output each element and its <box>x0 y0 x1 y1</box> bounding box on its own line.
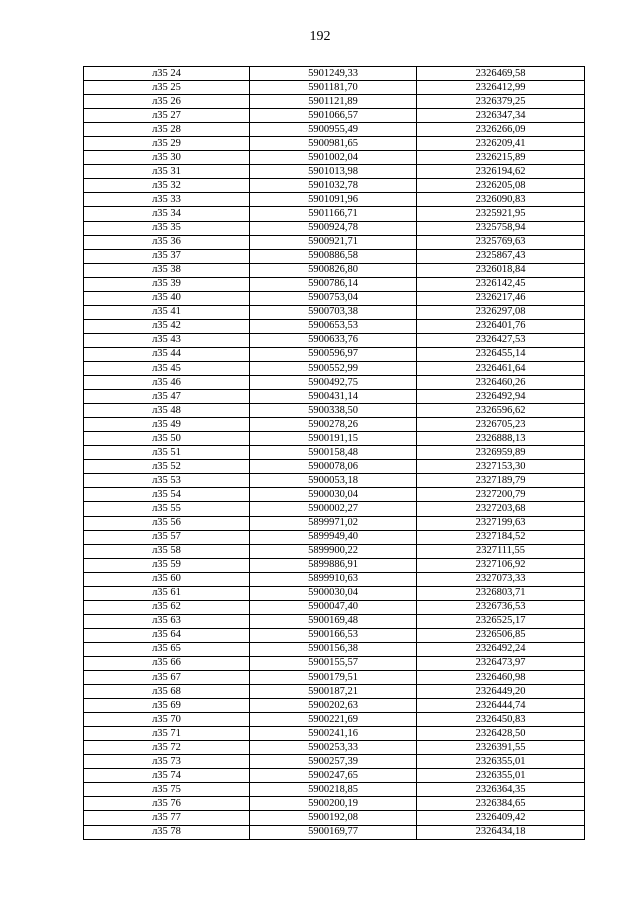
table-row <box>84 783 585 797</box>
x-coordinate-cell: 5900753,04 <box>250 291 417 305</box>
x-coordinate-cell: 5901091,96 <box>250 193 417 207</box>
x-coordinate-cell: 5900166,53 <box>250 628 417 642</box>
point-label-cell: л35 56 <box>84 516 250 530</box>
table-row <box>84 586 585 600</box>
point-label-cell: л35 48 <box>84 404 250 418</box>
y-coordinate-cell: 2327106,92 <box>417 558 585 572</box>
x-coordinate-cell: 5900253,33 <box>250 741 417 755</box>
table-row <box>84 432 585 446</box>
x-coordinate-cell: 5900221,69 <box>250 713 417 727</box>
y-coordinate-cell: 2326217,46 <box>417 291 585 305</box>
point-label-cell: л35 44 <box>84 347 250 361</box>
x-coordinate-cell: 5900156,38 <box>250 642 417 656</box>
point-label-cell: л35 35 <box>84 221 250 235</box>
point-label-cell: л35 69 <box>84 699 250 713</box>
x-coordinate-cell: 5900955,49 <box>250 123 417 137</box>
x-coordinate-cell: 5900218,85 <box>250 783 417 797</box>
x-coordinate-cell: 5901002,04 <box>250 151 417 165</box>
y-coordinate-cell: 2327184,52 <box>417 530 585 544</box>
y-coordinate-cell: 2326142,45 <box>417 277 585 291</box>
point-label-cell: л35 33 <box>84 193 250 207</box>
y-coordinate-cell: 2326090,83 <box>417 193 585 207</box>
table-row <box>84 530 585 544</box>
y-coordinate-cell: 2326428,50 <box>417 727 585 741</box>
y-coordinate-cell: 2327203,68 <box>417 502 585 516</box>
point-label-cell: л35 32 <box>84 179 250 193</box>
y-coordinate-cell: 2326455,14 <box>417 347 585 361</box>
table-row <box>84 277 585 291</box>
x-coordinate-cell: 5900257,39 <box>250 755 417 769</box>
point-label-cell: л35 76 <box>84 797 250 811</box>
point-label-cell: л35 74 <box>84 769 250 783</box>
point-label-cell: л35 58 <box>84 544 250 558</box>
point-label-cell: л35 70 <box>84 713 250 727</box>
x-coordinate-cell: 5900492,75 <box>250 376 417 390</box>
point-label-cell: л35 78 <box>84 825 250 839</box>
y-coordinate-cell: 2326412,99 <box>417 81 585 95</box>
table-row <box>84 319 585 333</box>
y-coordinate-cell: 2327111,55 <box>417 544 585 558</box>
y-coordinate-cell: 2326391,55 <box>417 741 585 755</box>
table-row <box>84 81 585 95</box>
table-row <box>84 488 585 502</box>
table-row <box>84 544 585 558</box>
table-row <box>84 572 585 586</box>
point-label-cell: л35 30 <box>84 151 250 165</box>
y-coordinate-cell: 2325758,94 <box>417 221 585 235</box>
table-row <box>84 165 585 179</box>
x-coordinate-cell: 5900653,53 <box>250 319 417 333</box>
point-label-cell: л35 66 <box>84 656 250 670</box>
table-row <box>84 614 585 628</box>
point-label-cell: л35 25 <box>84 81 250 95</box>
point-label-cell: л35 26 <box>84 95 250 109</box>
table-row <box>84 811 585 825</box>
point-label-cell: л35 36 <box>84 235 250 249</box>
point-label-cell: л35 47 <box>84 390 250 404</box>
x-coordinate-cell: 5900200,19 <box>250 797 417 811</box>
point-label-cell: л35 59 <box>84 558 250 572</box>
x-coordinate-cell: 5900921,71 <box>250 235 417 249</box>
table-row <box>84 418 585 432</box>
x-coordinate-cell: 5900241,16 <box>250 727 417 741</box>
x-coordinate-cell: 5901032,78 <box>250 179 417 193</box>
point-label-cell: л35 45 <box>84 361 250 375</box>
point-label-cell: л35 40 <box>84 291 250 305</box>
table-row <box>84 347 585 361</box>
y-coordinate-cell: 2326705,23 <box>417 418 585 432</box>
table-row <box>84 671 585 685</box>
x-coordinate-cell: 5900192,08 <box>250 811 417 825</box>
point-label-cell: л35 41 <box>84 305 250 319</box>
table-row <box>84 797 585 811</box>
table-row <box>84 207 585 221</box>
y-coordinate-cell: 2327199,63 <box>417 516 585 530</box>
table-row <box>84 137 585 151</box>
x-coordinate-cell: 5900202,63 <box>250 699 417 713</box>
y-coordinate-cell: 2326596,62 <box>417 404 585 418</box>
x-coordinate-cell: 5900247,65 <box>250 769 417 783</box>
y-coordinate-cell: 2326460,26 <box>417 376 585 390</box>
point-label-cell: л35 52 <box>84 460 250 474</box>
table-row <box>84 656 585 670</box>
x-coordinate-cell: 5900338,50 <box>250 404 417 418</box>
point-label-cell: л35 62 <box>84 600 250 614</box>
y-coordinate-cell: 2326959,89 <box>417 446 585 460</box>
y-coordinate-cell: 2326449,20 <box>417 685 585 699</box>
y-coordinate-cell: 2326401,76 <box>417 319 585 333</box>
x-coordinate-cell: 5899900,22 <box>250 544 417 558</box>
y-coordinate-cell: 2326194,62 <box>417 165 585 179</box>
x-coordinate-cell: 5900078,06 <box>250 460 417 474</box>
table-row <box>84 446 585 460</box>
y-coordinate-cell: 2325867,43 <box>417 249 585 263</box>
y-coordinate-cell: 2326018,84 <box>417 263 585 277</box>
page-number: 192 <box>309 29 331 44</box>
point-label-cell: л35 73 <box>84 755 250 769</box>
x-coordinate-cell: 5901166,71 <box>250 207 417 221</box>
point-label-cell: л35 51 <box>84 446 250 460</box>
point-label-cell: л35 46 <box>84 376 250 390</box>
point-label-cell: л35 50 <box>84 432 250 446</box>
y-coordinate-cell: 2326803,71 <box>417 586 585 600</box>
y-coordinate-cell: 2326297,08 <box>417 305 585 319</box>
point-label-cell: л35 55 <box>84 502 250 516</box>
table-row <box>84 713 585 727</box>
x-coordinate-cell: 5900786,14 <box>250 277 417 291</box>
y-coordinate-cell: 2325921,95 <box>417 207 585 221</box>
table-row <box>84 193 585 207</box>
table-row <box>84 755 585 769</box>
x-coordinate-cell: 5900431,14 <box>250 390 417 404</box>
x-coordinate-cell: 5899949,40 <box>250 530 417 544</box>
point-label-cell: л35 65 <box>84 642 250 656</box>
y-coordinate-cell: 2326209,41 <box>417 137 585 151</box>
x-coordinate-cell: 5899971,02 <box>250 516 417 530</box>
y-coordinate-cell: 2326347,34 <box>417 109 585 123</box>
table-row <box>84 502 585 516</box>
point-label-cell: л35 49 <box>84 418 250 432</box>
table-row <box>84 404 585 418</box>
table-row <box>84 361 585 375</box>
table-row <box>84 109 585 123</box>
table-row <box>84 727 585 741</box>
point-label-cell: л35 39 <box>84 277 250 291</box>
point-label-cell: л35 38 <box>84 263 250 277</box>
x-coordinate-cell: 5900552,99 <box>250 361 417 375</box>
point-label-cell: л35 37 <box>84 249 250 263</box>
table-row <box>84 95 585 109</box>
x-coordinate-cell: 5900633,76 <box>250 333 417 347</box>
x-coordinate-cell: 5901249,33 <box>250 67 417 81</box>
y-coordinate-cell: 2326450,83 <box>417 713 585 727</box>
x-coordinate-cell: 5900826,80 <box>250 263 417 277</box>
y-coordinate-cell: 2326364,35 <box>417 783 585 797</box>
table-row <box>84 333 585 347</box>
y-coordinate-cell: 2326736,53 <box>417 600 585 614</box>
x-coordinate-cell: 5900002,27 <box>250 502 417 516</box>
y-coordinate-cell: 2326355,01 <box>417 769 585 783</box>
table-row <box>84 179 585 193</box>
y-coordinate-cell: 2326427,53 <box>417 333 585 347</box>
table-row <box>84 305 585 319</box>
table-row <box>84 123 585 137</box>
x-coordinate-cell: 5899910,63 <box>250 572 417 586</box>
point-label-cell: л35 71 <box>84 727 250 741</box>
y-coordinate-cell: 2327200,79 <box>417 488 585 502</box>
point-label-cell: л35 60 <box>84 572 250 586</box>
x-coordinate-cell: 5900596,97 <box>250 347 417 361</box>
point-label-cell: л35 68 <box>84 685 250 699</box>
coordinates-table-body <box>84 67 585 840</box>
coordinates-table <box>83 66 585 840</box>
table-row <box>84 221 585 235</box>
x-coordinate-cell: 5900030,04 <box>250 488 417 502</box>
table-row <box>84 291 585 305</box>
x-coordinate-cell: 5899886,91 <box>250 558 417 572</box>
y-coordinate-cell: 2326525,17 <box>417 614 585 628</box>
y-coordinate-cell: 2327073,33 <box>417 572 585 586</box>
y-coordinate-cell: 2326205,08 <box>417 179 585 193</box>
y-coordinate-cell: 2326461,64 <box>417 361 585 375</box>
point-label-cell: л35 24 <box>84 67 250 81</box>
y-coordinate-cell: 2326473,97 <box>417 656 585 670</box>
table-row <box>84 699 585 713</box>
point-label-cell: л35 43 <box>84 333 250 347</box>
x-coordinate-cell: 5901013,98 <box>250 165 417 179</box>
table-row <box>84 825 585 839</box>
x-coordinate-cell: 5900187,21 <box>250 685 417 699</box>
x-coordinate-cell: 5900155,57 <box>250 656 417 670</box>
x-coordinate-cell: 5900169,77 <box>250 825 417 839</box>
table-row <box>84 235 585 249</box>
x-coordinate-cell: 5900179,51 <box>250 671 417 685</box>
x-coordinate-cell: 5900053,18 <box>250 474 417 488</box>
table-row <box>84 460 585 474</box>
table-row <box>84 516 585 530</box>
x-coordinate-cell: 5900169,48 <box>250 614 417 628</box>
x-coordinate-cell: 5901181,70 <box>250 81 417 95</box>
point-label-cell: л35 63 <box>84 614 250 628</box>
point-label-cell: л35 64 <box>84 628 250 642</box>
x-coordinate-cell: 5901121,89 <box>250 95 417 109</box>
x-coordinate-cell: 5900047,40 <box>250 600 417 614</box>
table-row <box>84 390 585 404</box>
table-row <box>84 600 585 614</box>
point-label-cell: л35 57 <box>84 530 250 544</box>
y-coordinate-cell: 2325769,63 <box>417 235 585 249</box>
point-label-cell: л35 28 <box>84 123 250 137</box>
table-row <box>84 558 585 572</box>
table-row <box>84 474 585 488</box>
y-coordinate-cell: 2326460,98 <box>417 671 585 685</box>
table-row <box>84 741 585 755</box>
x-coordinate-cell: 5900278,26 <box>250 418 417 432</box>
y-coordinate-cell: 2326506,85 <box>417 628 585 642</box>
point-label-cell: л35 29 <box>84 137 250 151</box>
table-row <box>84 642 585 656</box>
y-coordinate-cell: 2326215,89 <box>417 151 585 165</box>
y-coordinate-cell: 2327153,30 <box>417 460 585 474</box>
x-coordinate-cell: 5900191,15 <box>250 432 417 446</box>
y-coordinate-cell: 2326384,65 <box>417 797 585 811</box>
table-row <box>84 628 585 642</box>
y-coordinate-cell: 2326379,25 <box>417 95 585 109</box>
x-coordinate-cell: 5900158,48 <box>250 446 417 460</box>
x-coordinate-cell: 5900886,58 <box>250 249 417 263</box>
point-label-cell: л35 75 <box>84 783 250 797</box>
x-coordinate-cell: 5900924,78 <box>250 221 417 235</box>
y-coordinate-cell: 2326355,01 <box>417 755 585 769</box>
table-row <box>84 685 585 699</box>
y-coordinate-cell: 2326492,24 <box>417 642 585 656</box>
x-coordinate-cell: 5901066,57 <box>250 109 417 123</box>
y-coordinate-cell: 2326409,42 <box>417 811 585 825</box>
point-label-cell: л35 27 <box>84 109 250 123</box>
point-label-cell: л35 53 <box>84 474 250 488</box>
y-coordinate-cell: 2326266,09 <box>417 123 585 137</box>
table-row <box>84 67 585 81</box>
y-coordinate-cell: 2326492,94 <box>417 390 585 404</box>
y-coordinate-cell: 2326888,13 <box>417 432 585 446</box>
point-label-cell: л35 54 <box>84 488 250 502</box>
table-row <box>84 249 585 263</box>
point-label-cell: л35 72 <box>84 741 250 755</box>
y-coordinate-cell: 2326444,74 <box>417 699 585 713</box>
table-row <box>84 769 585 783</box>
point-label-cell: л35 77 <box>84 811 250 825</box>
y-coordinate-cell: 2326434,18 <box>417 825 585 839</box>
point-label-cell: л35 34 <box>84 207 250 221</box>
x-coordinate-cell: 5900030,04 <box>250 586 417 600</box>
table-row <box>84 376 585 390</box>
table-row <box>84 263 585 277</box>
point-label-cell: л35 67 <box>84 671 250 685</box>
y-coordinate-cell: 2327189,79 <box>417 474 585 488</box>
x-coordinate-cell: 5900703,38 <box>250 305 417 319</box>
point-label-cell: л35 61 <box>84 586 250 600</box>
y-coordinate-cell: 2326469,58 <box>417 67 585 81</box>
point-label-cell: л35 31 <box>84 165 250 179</box>
x-coordinate-cell: 5900981,65 <box>250 137 417 151</box>
point-label-cell: л35 42 <box>84 319 250 333</box>
table-row <box>84 151 585 165</box>
